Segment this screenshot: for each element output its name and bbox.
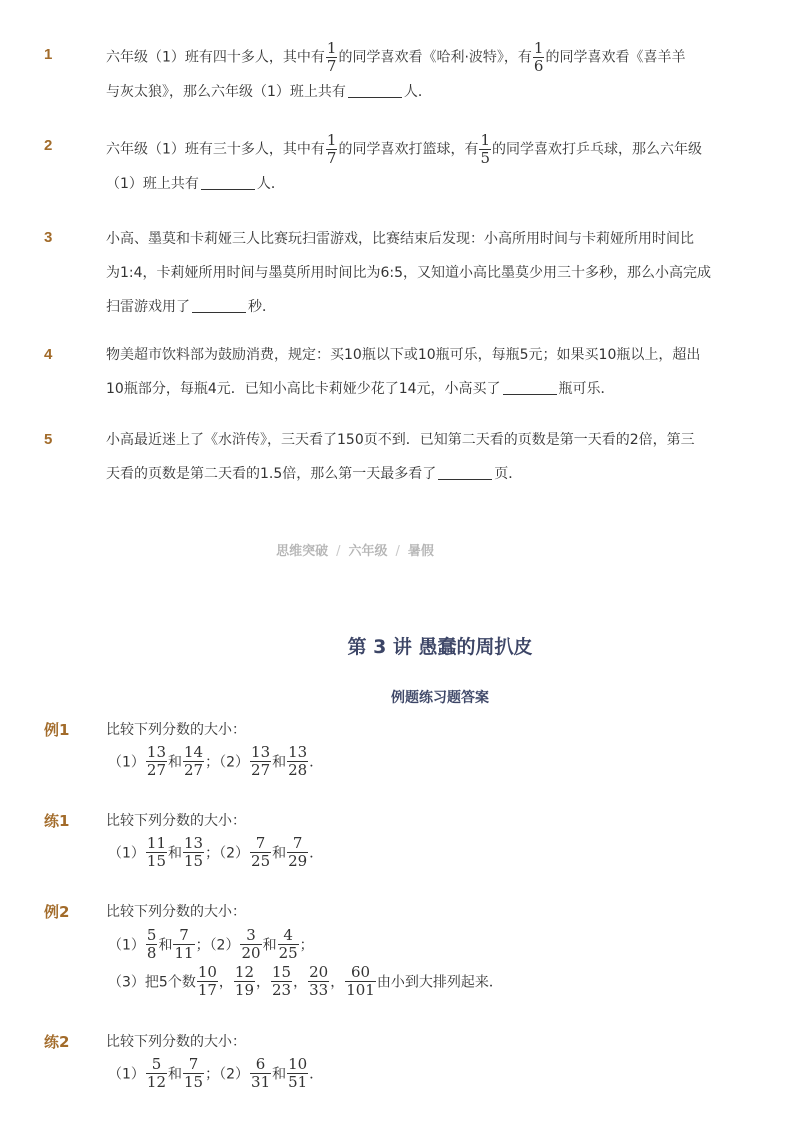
fraction: $\frac{1}{7}$ xyxy=(326,131,337,167)
example-label: 例2 xyxy=(44,903,70,921)
answer-blank xyxy=(201,175,255,190)
problem-number: 4 xyxy=(44,346,53,363)
fraction: $\frac{10}{17}$ xyxy=(197,963,217,999)
example-label: 例1 xyxy=(44,721,70,739)
fraction: $\frac{7}{11}$ xyxy=(174,926,194,962)
problem-number: 1 xyxy=(44,46,53,63)
fraction: $\frac{15}{23}$ xyxy=(272,963,292,999)
fraction: $\frac{13}{15}$ xyxy=(184,834,204,870)
problem-4: 物美超市饮料部为鼓励消费，规定：买10瓶以下或10瓶可乐，每瓶5元；如果买10瓶以上，超出 10瓶部分，每瓶4元．已知小高比卡莉娅少花了14元，小高买了 瓶可乐． xyxy=(106,347,701,397)
practice-label: 练2 xyxy=(44,1033,70,1051)
answer-blank xyxy=(438,465,492,480)
fraction: $\frac{10}{51}$ xyxy=(288,1055,308,1091)
fraction: $\frac{60}{101}$ xyxy=(346,963,375,999)
problem-2: 六年级（1）班有三十多人，其中有 $\frac{1}{7}$ 的同学喜欢打篮球，有 $\frac{1}{5}$ 的同学喜欢打乒乓球，那么六年级 （1）班上共有 人． xyxy=(106,131,703,192)
fraction: $\frac{13}{28}$ xyxy=(288,743,308,779)
fraction: $\frac{5}{8}$ xyxy=(146,926,157,962)
problem-number: 3 xyxy=(44,229,53,246)
answer-blank xyxy=(503,380,557,395)
example-1-fractions: （1） $\frac{13}{27}$ 和 $\frac{14}{27}$ ；（2） $\frac{13}{27}$ 和 $\frac{13}{28}$ ． xyxy=(108,743,324,779)
section-subtitle: 例题练习题答案 xyxy=(391,690,489,706)
fraction: $\frac{14}{27}$ xyxy=(184,743,204,779)
answer-blank xyxy=(192,298,246,313)
fraction: $\frac{7}{29}$ xyxy=(288,834,308,870)
problem-1: 六年级（1）班有四十多人，其中有 $\frac{1}{7}$ 的同学喜欢看《哈利·波特》，有 $\frac{1}{6}$ 的同学喜欢看《喜羊羊 与灰太狼》，那么六年级（1）班上共有 人． xyxy=(106,39,686,100)
practice-1-fractions: （1） $\frac{11}{15}$ 和 $\frac{13}{15}$ ；（2） $\frac{7}{25}$ 和 $\frac{7}{29}$ ． xyxy=(108,834,324,870)
problem-number: 2 xyxy=(44,137,53,154)
fraction: $\frac{13}{27}$ xyxy=(251,743,271,779)
fraction: $\frac{4}{25}$ xyxy=(278,926,298,962)
problem-5: 小高最近迷上了《水浒传》，三天看了150页不到．已知第二天看的页数是第一天看的2倍，第三 天看的页数是第二天看的1.5倍，那么第一天最多看了 页． xyxy=(106,432,695,482)
page-footer: 思维突破 / 六年级 / 暑假 xyxy=(276,544,434,559)
fraction: $\frac{13}{27}$ xyxy=(146,743,167,779)
fraction: $\frac{1}{5}$ xyxy=(480,131,491,167)
lecture-title: 第 3 讲 愚蠢的周扒皮 xyxy=(347,636,533,658)
fraction: $\frac{6}{31}$ xyxy=(251,1055,271,1091)
practice-label: 练1 xyxy=(44,812,70,830)
example-text: 比较下列分数的大小： xyxy=(106,813,246,829)
fraction: $\frac{12}{19}$ xyxy=(234,963,255,999)
example-text: 比较下列分数的大小： xyxy=(106,904,246,920)
fraction: $\frac{1}{6}$ xyxy=(533,39,544,75)
example-2-part-1-2: （1） $\frac{5}{8}$ 和 $\frac{7}{11}$ ；（2） $\frac{3}{20}$ 和 $\frac{4}{25}$ ； xyxy=(108,926,314,962)
fraction: $\frac{1}{7}$ xyxy=(326,39,337,75)
fraction: $\frac{3}{20}$ xyxy=(241,926,261,962)
example-text: 比较下列分数的大小： xyxy=(106,722,246,738)
practice-2-fractions: （1） $\frac{5}{12}$ 和 $\frac{7}{15}$ ；（2） $\frac{6}{31}$ 和 $\frac{10}{51}$ ． xyxy=(108,1055,324,1091)
fraction: $\frac{20}{33}$ xyxy=(309,963,329,999)
answer-blank xyxy=(348,83,402,98)
example-text: 比较下列分数的大小： xyxy=(106,1034,246,1050)
fraction: $\frac{11}{15}$ xyxy=(146,834,167,870)
example-2-part-3: （3）把5个数 $\frac{10}{17}$ ， $\frac{12}{19}$ ， $\frac{15}{23}$ ， $\frac{20}{33}$ ， $\frac{60}{101}$ 由小到大排列起来． xyxy=(108,963,503,999)
problem-3: 小高、墨莫和卡莉娅三人比赛玩扫雷游戏，比赛结束后发现：小高所用时间与卡莉娅所用时间比 为1:4，卡莉娅所用时间与墨莫所用时间比为6:5，又知道小高比墨莫少用三十多秒，那么小高完成 扫雷游戏用了 秒． xyxy=(106,231,712,315)
problem-number: 5 xyxy=(44,431,53,448)
fraction: $\frac{7}{25}$ xyxy=(251,834,271,870)
fraction: $\frac{5}{12}$ xyxy=(146,1055,167,1091)
fraction: $\frac{7}{15}$ xyxy=(184,1055,204,1091)
